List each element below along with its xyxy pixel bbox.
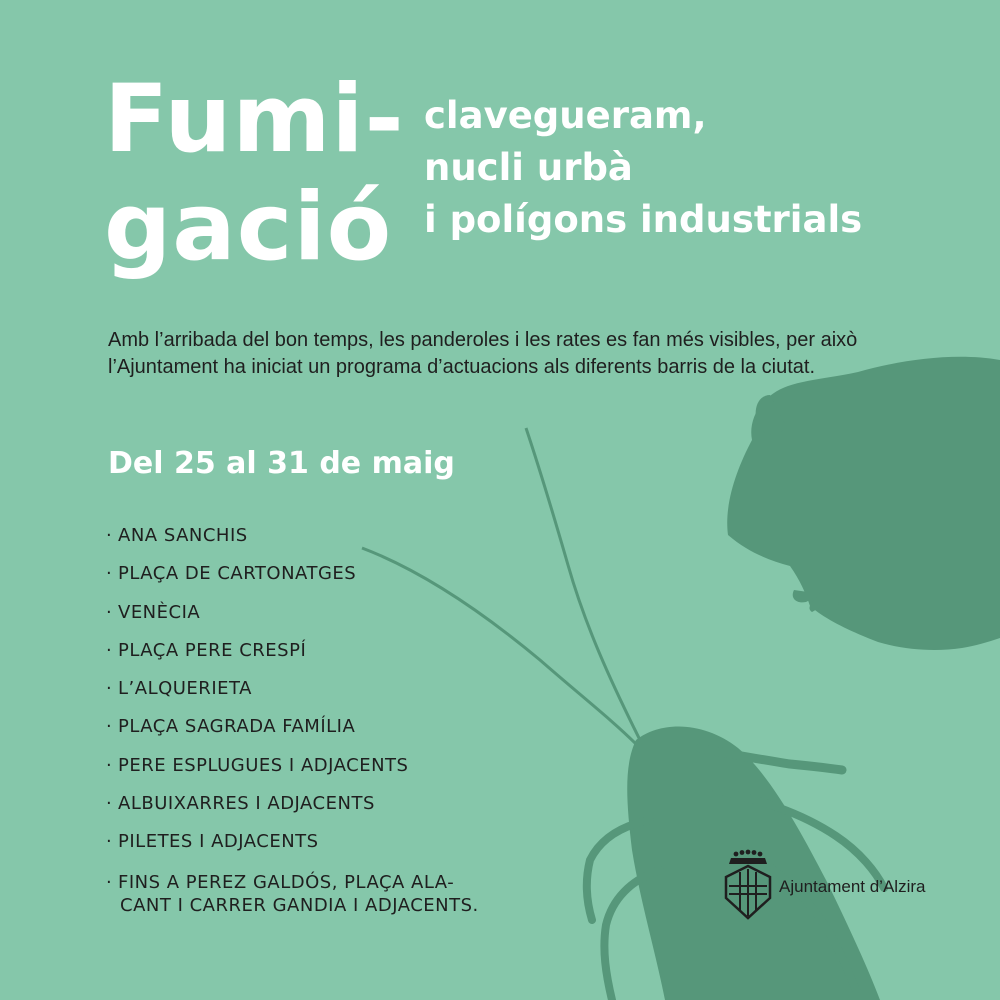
subtitle-line-2: nucli urbà	[424, 146, 633, 189]
date-range: Del 25 al 31 de maig	[108, 446, 455, 481]
list-item	[106, 594, 479, 632]
bullet: ·	[106, 678, 113, 700]
list-item	[106, 747, 479, 785]
bullet: ·	[106, 871, 113, 893]
zone-label: ALBUIXARRES I ADJACENTS	[118, 793, 375, 815]
zone-list	[106, 517, 479, 917]
list-item	[106, 670, 479, 708]
subtitle-line-1: clavegueram,	[424, 94, 707, 137]
list-item	[106, 517, 479, 555]
list-item	[106, 871, 479, 917]
zone-label-line-1: FINS A PEREZ GALDÓS, PLAÇA ALA-	[118, 871, 455, 893]
bullet: ·	[106, 639, 113, 661]
zone-label: PLAÇA PERE CRESPÍ	[118, 639, 307, 661]
zone-label: PLAÇA SAGRADA FAMÍLIA	[118, 716, 356, 738]
list-item	[106, 632, 479, 670]
zone-label: ANA SANCHIS	[118, 525, 248, 546]
bullet: ·	[106, 601, 113, 623]
list-item	[106, 555, 479, 593]
bullet: ·	[106, 754, 113, 776]
bullet: ·	[106, 831, 113, 853]
list-item	[106, 785, 479, 823]
zone-label-line-2: CANT I CARRER GANDIA I ADJACENTS.	[120, 894, 479, 916]
bullet: ·	[106, 525, 113, 546]
list-item	[106, 823, 479, 861]
rat-silhouette-icon	[727, 357, 1000, 650]
bullet: ·	[106, 563, 113, 585]
intro-paragraph: Amb l’arribada del bon temps, les panderoles i les rates es fan més visibles, per això l’Ajuntament ha iniciat un programa d’actuacions als diferents barris de la ciutat.	[108, 329, 858, 378]
zone-label: PERE ESPLUGUES I ADJACENTS	[118, 754, 409, 776]
list-item	[106, 708, 479, 746]
title-line-2: gació	[104, 173, 393, 282]
subtitle-line-3: i polígons industrials	[424, 198, 863, 241]
zone-label: PLAÇA DE CARTONATGES	[118, 563, 357, 585]
title-line-1: Fumi-	[104, 65, 405, 174]
poster-subtitle	[424, 90, 862, 246]
zone-label: PILETES I ADJACENTS	[118, 831, 319, 853]
bullet: ·	[106, 793, 113, 815]
bullet: ·	[106, 716, 113, 738]
logo-text: Ajuntament d’Alzira	[779, 877, 926, 896]
zone-label: VENÈCIA	[118, 601, 201, 623]
zone-label: L’ALQUERIETA	[118, 678, 252, 700]
poster-title	[104, 66, 405, 282]
